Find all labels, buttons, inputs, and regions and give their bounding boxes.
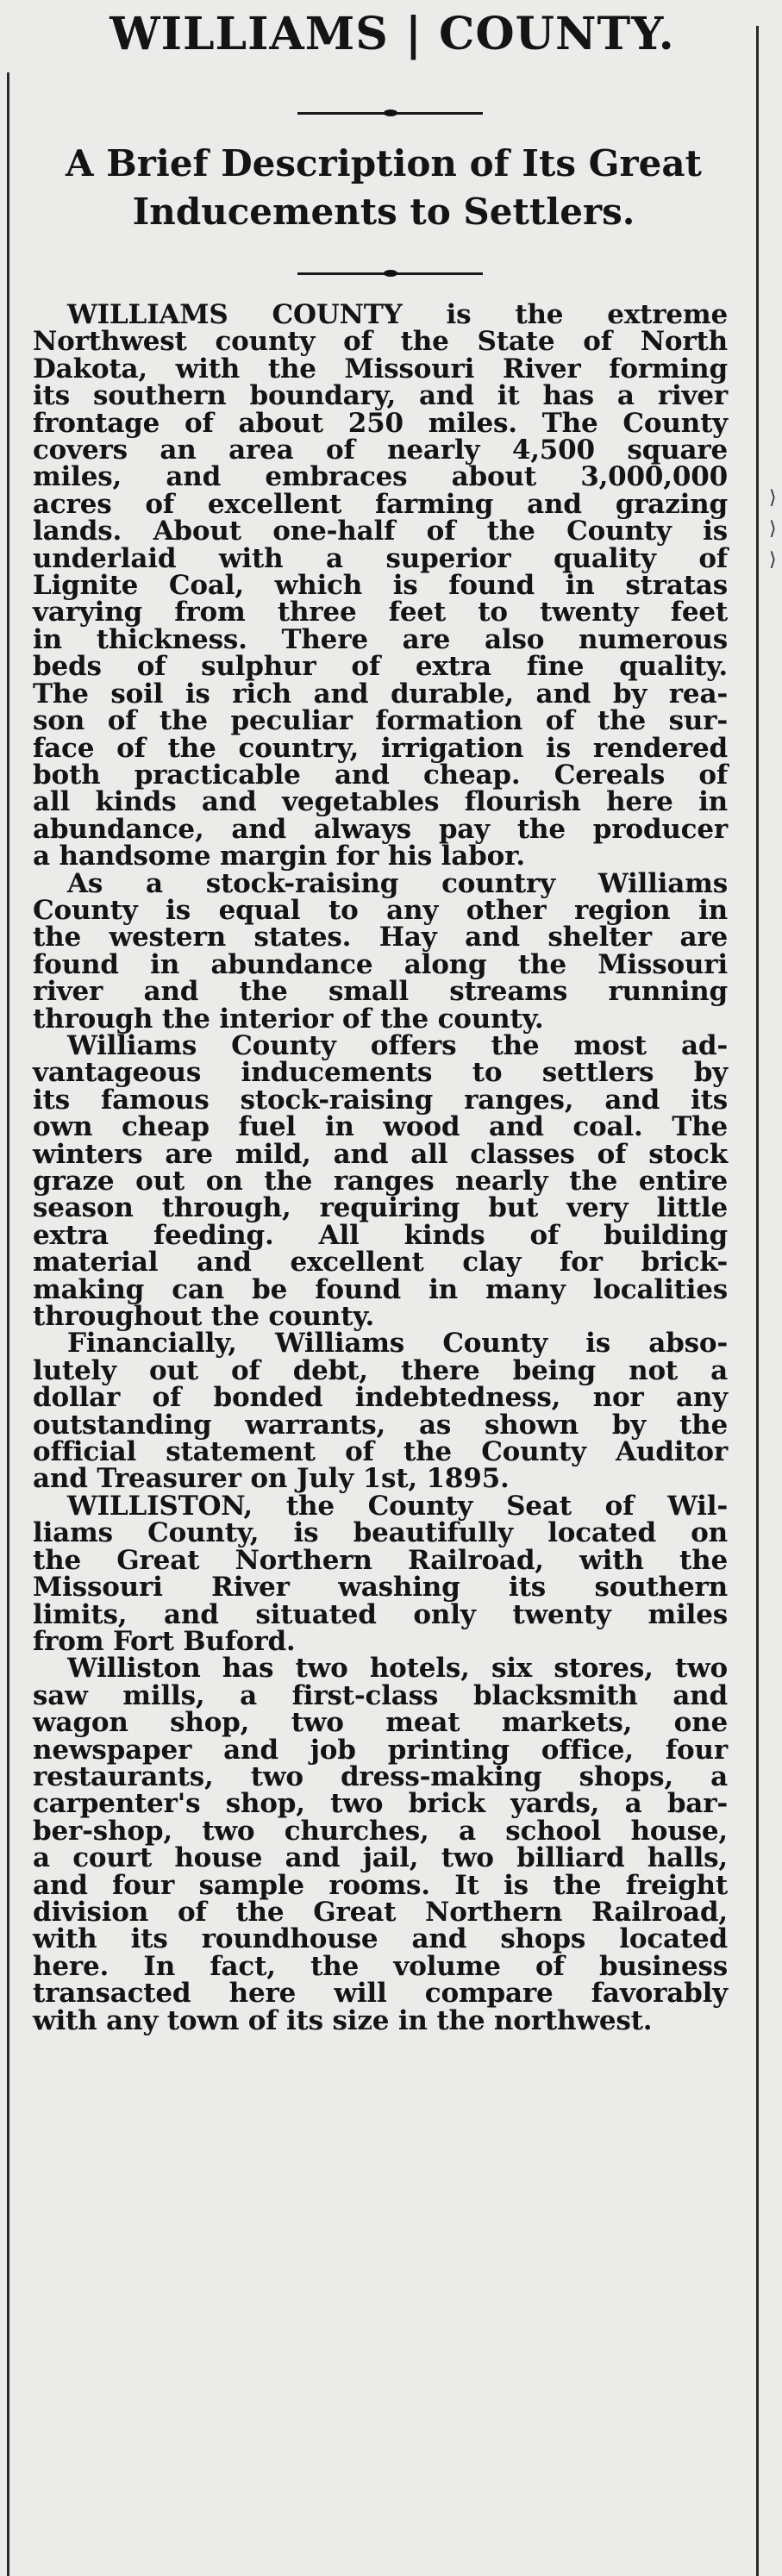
article-line: varying from three feet to twenty feet [33,597,728,628]
article-line: abundance, and always pay the producer [33,813,728,845]
article-line: material and excellent clay for brick- [33,1247,728,1279]
article-paragraph [33,1029,728,1333]
article-line: with its roundhouse and shops located [33,1923,728,1955]
article-line: son of the peculiar formation of the sur- [33,705,728,737]
article-line: face of the country, irrigation is rendered [33,732,728,764]
article-line: underlaid with a superior quality of [33,542,728,574]
article-line: beds of sulphur of extra fine quality. [33,651,728,683]
article-line: miles, and embraces about 3,000,000 [33,461,728,493]
article-line: its southern boundary, and it has a river [33,380,728,412]
article-line: and Treasurer on July 1st, 1895. [33,1463,510,1495]
article-line: lands. About one-half of the County is [33,516,728,547]
article-line: carpenter's shop, two brick yards, a bar- [33,1788,728,1820]
article-line: Dakota, with the Missouri River forming [33,353,728,385]
article-line: a court house and jail, two billiard halls, [33,1842,728,1874]
article-line: through the interior of the county. [33,1003,544,1035]
article-line: here. In fact, the volume of business [33,1950,728,1982]
adjacent-column-fragment: ⟩ ⟩ ⟩ [769,487,777,571]
article-line: both practicable and cheap. Cereals of [33,759,728,791]
article-paragraph [33,1328,728,1495]
article-line: a handsome margin for his labor. [33,841,525,872]
subheadline-line-2: Inducements to Settlers. [132,191,635,233]
article-line: WILLIAMS COUNTY is the extreme [67,299,728,330]
article-line: wagon shop, two meat markets, one [33,1707,728,1739]
article-line: Missouri River washing its southern [33,1572,728,1604]
article-line: Financially, Williams County is abso- [67,1328,728,1360]
article-line: saw mills, a first-class blacksmith and [33,1679,728,1711]
article-line: graze out on the ranges nearly the entire [33,1166,728,1197]
article-paragraph [33,299,728,872]
article-line: throughout the county. [33,1301,375,1333]
article-line: newspaper and job printing office, four [33,1734,728,1766]
article-line: The soil is rich and durable, and by rea- [33,678,728,710]
article-paragraph [33,1490,728,1657]
right-column-rule [756,26,759,2576]
article-line: from Fort Buford. [33,1625,296,1657]
article-line: ber-shop, two churches, a school house, [33,1815,728,1847]
article-line: Williams County offers the most ad- [67,1029,728,1061]
article-line: found in abundance along the Missouri [33,948,728,980]
article-line: transacted here will compare favorably [33,1978,728,2010]
article-line: all kinds and vegetables flourish here in [33,786,728,818]
article-line: As a stock-raising country Williams [67,867,728,899]
subheadline-divider [297,272,483,275]
article-line: river and the small streams running [33,976,728,1008]
article-line: official statement of the County Auditor [33,1436,728,1468]
article-line: season through, requiring but very little [33,1192,728,1224]
article-paragraph [33,1655,728,2035]
article-paragraph [33,867,728,1035]
article-line: WILLISTON, the County Seat of Wil- [67,1490,728,1522]
article-line: dollar of bonded indebtedness, nor any [33,1382,728,1414]
article-line: lutely out of debt, there being not a [33,1354,728,1386]
article-line: covers an area of nearly 4,500 square [33,435,728,466]
article-line: division of the Great Northern Railroad, [33,1896,728,1928]
left-column-rule [7,72,9,2576]
article-line: in thickness. There are also numerous [33,623,728,655]
article-line: restaurants, two dress-making shops, a [33,1760,728,1792]
subheadline [17,140,750,236]
article-line: Northwest county of the State of North [33,326,728,358]
article-line: its famous stock-raising ranges, and its [33,1084,728,1116]
headline-divider [297,112,483,115]
article-line: Williston has two hotels, six stores, two [67,1653,728,1685]
headline: WILLIAMS | COUNTY. [109,8,675,60]
article-line: own cheap fuel in wood and coal. The [33,1111,728,1143]
article-line: the western states. Hay and shelter are [33,922,728,953]
article-line: making can be found in many localities [33,1273,728,1305]
article-line: outstanding warrants, as shown by the [33,1409,728,1441]
article-line: extra feeding. All kinds of building [33,1219,728,1251]
article-line: acres of excellent farming and grazing [33,488,728,520]
article-line: Lignite Coal, which is found in stratas [33,570,728,602]
article-line: the Great Northern Railroad, with the [33,1544,728,1576]
article-line: liams County, is beautifully located on [33,1517,728,1549]
article-line: and four sample rooms. It is the freight [33,1869,728,1901]
article-line: limits, and situated only twenty miles [33,1598,728,1630]
article-line: County is equal to any other region in [33,894,728,926]
article-line: winters are mild, and all classes of stock [33,1138,728,1170]
article-body [33,299,728,2036]
article-line: vantageous inducements to settlers by [33,1057,728,1089]
article-line: with any town of its size in the northwest. [33,2004,653,2036]
article-line: frontage of about 250 miles. The County [33,407,728,439]
subheadline-line-1: A Brief Description of Its Great [66,142,702,184]
